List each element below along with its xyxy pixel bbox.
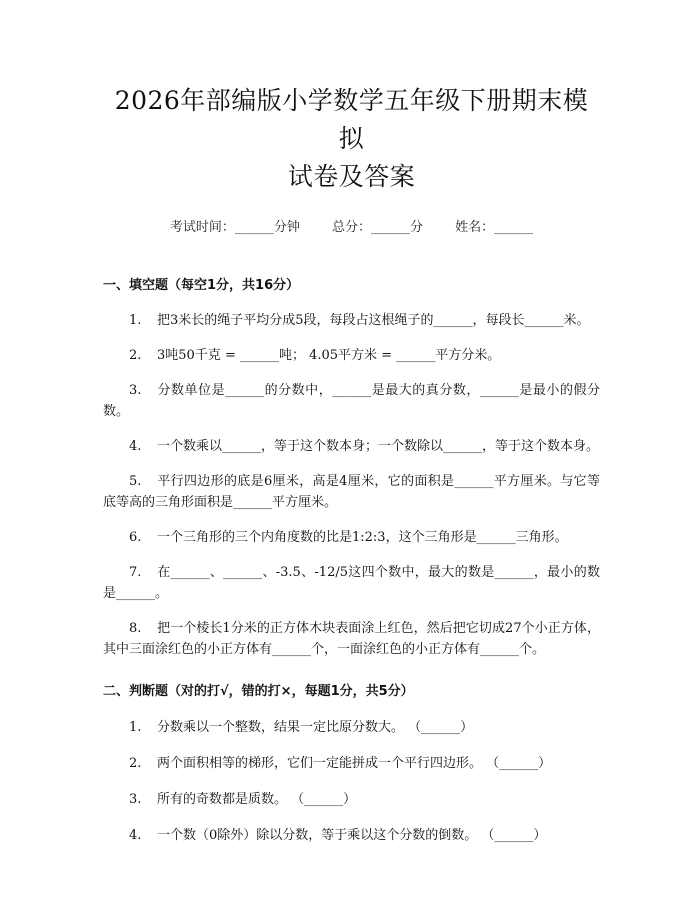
question-number: 1.	[129, 720, 142, 735]
question-item	[103, 345, 600, 366]
question-number: 5.	[129, 474, 142, 489]
question-number: 4.	[129, 439, 142, 454]
question-text: 一个数乘以______，等于这个数本身；一个数除以______，等于这个数本身。	[157, 439, 600, 454]
title-line-2: 试卷及答案	[287, 162, 416, 191]
question-item	[103, 753, 600, 774]
question-item	[103, 471, 600, 513]
question-number: 3.	[129, 383, 142, 398]
question-text: 把一个棱长1分米的正方体木块表面涂上红色，然后把它切成27个小正方体，其中三面涂红色的小正方体有______个，一面涂红色的小正方体有______个。	[103, 621, 600, 657]
title-line-1: 2026年部编版小学数学五年级下册期末模拟	[114, 86, 589, 153]
question-text: 两个面积相等的梯形，它们一定能拼成一个平行四边形。 （______）	[157, 756, 552, 771]
question-number: 2.	[129, 348, 142, 363]
question-number: 1.	[129, 313, 142, 328]
section-heading: 二、判断题（对的打√，错的打×，每题1分，共5分）	[103, 684, 414, 699]
question-text: 一个三角形的三个内角度数的比是1:2:3，这个三角形是______三角形。	[157, 530, 568, 545]
exam-meta	[103, 218, 600, 238]
true-false-section	[103, 682, 600, 846]
question-item	[103, 562, 600, 604]
exam-time: 考试时间：______分钟	[169, 220, 300, 235]
question-text: 平行四边形的底是6厘米，高是4厘米，它的面积是______平方厘米。与它等底等高的三角形面积是______平方厘米。	[103, 474, 600, 510]
exam-total-score: 总分：______分	[331, 220, 423, 235]
question-text: 所有的奇数都是质数。 （______）	[157, 792, 357, 807]
question-number: 4.	[129, 828, 142, 843]
student-name: 姓名：______	[455, 220, 534, 235]
section-heading: 一、填空题（每空1分，共16分）	[103, 278, 300, 293]
question-text: 把3米长的绳子平均分成5段，每段占这根绳子的______，每段长______米。	[157, 313, 590, 328]
question-item	[103, 789, 600, 810]
question-number: 7.	[129, 565, 142, 580]
question-item	[103, 825, 600, 846]
question-text: 分数乘以一个整数，结果一定比原分数大。 （______）	[157, 720, 474, 735]
question-item	[103, 380, 600, 422]
fill-blank-section	[103, 276, 600, 660]
document-title	[103, 82, 600, 196]
question-text: 分数单位是______的分数中，______是最大的真分数，______是最小的假分数。	[103, 383, 600, 419]
question-text: 一个数（0除外）除以分数，等于乘以这个分数的倒数。 （______）	[157, 828, 547, 843]
question-text: 在______、______、-3.5、-12/5这四个数中，最大的数是______，最小的数是______。	[103, 565, 600, 601]
question-number: 6.	[129, 530, 142, 545]
question-text: 3吨50千克 = ______吨； 4.05平方米 = ______平方分米。	[157, 348, 501, 363]
question-number: 8.	[129, 621, 142, 636]
question-item	[103, 717, 600, 738]
question-number: 3.	[129, 792, 142, 807]
question-item	[103, 618, 600, 660]
question-item	[103, 527, 600, 548]
question-item	[103, 310, 600, 331]
question-number: 2.	[129, 756, 142, 771]
question-item	[103, 436, 600, 457]
